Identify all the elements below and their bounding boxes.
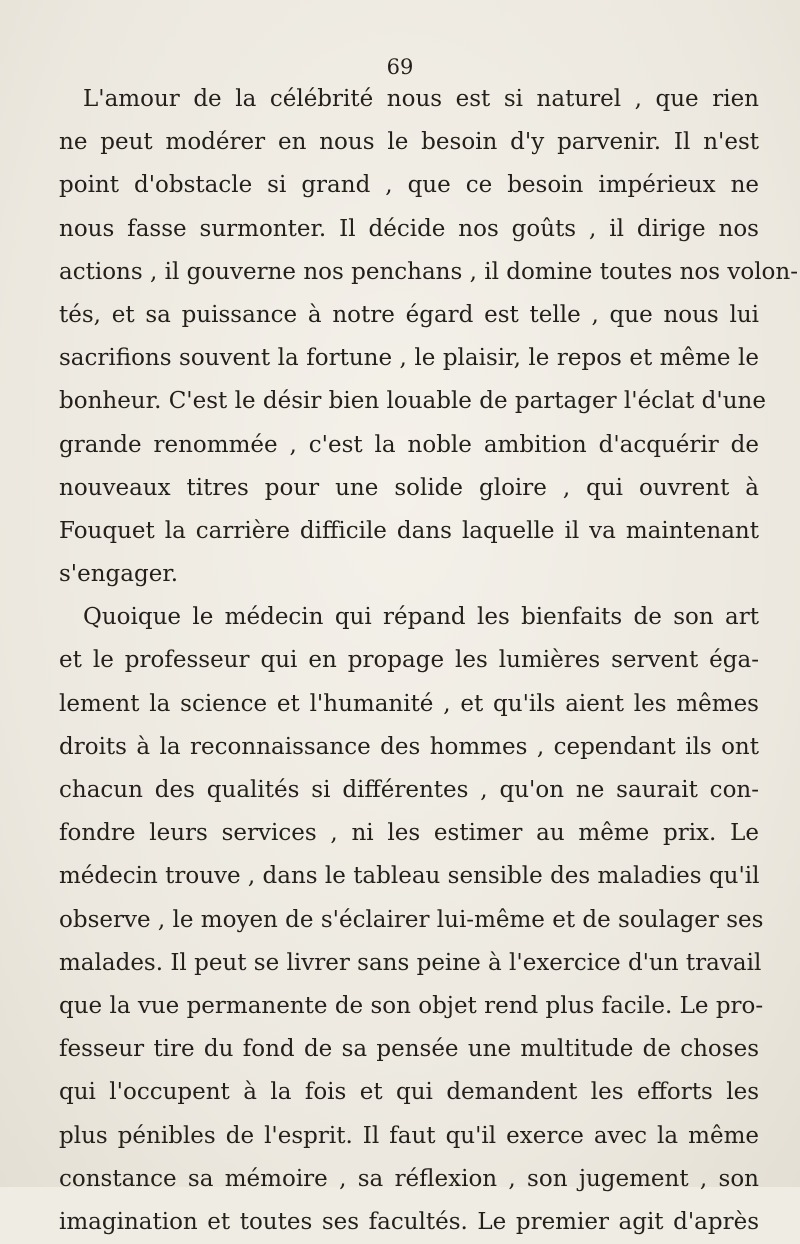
text-line: nous fasse surmonter. Il décide nos goûts , il dirige nos bbox=[59, 215, 759, 242]
text-line: L'amour de la célébrité nous est si naturel , que rien bbox=[83, 86, 759, 112]
text-line: lement la science et l'humanité , et qu'ils aient les mêmes bbox=[59, 690, 759, 717]
text-line: grande renommée , c'est la noble ambition d'acquérir de bbox=[59, 431, 759, 458]
text-line: point d'obstacle si grand , que ce besoin impérieux ne bbox=[59, 172, 759, 199]
text-line: tés, et sa puissance à notre égard est telle , que nous lui bbox=[59, 301, 759, 328]
text-line: Quoique le médecin qui répand les bienfaits de son art bbox=[83, 604, 759, 631]
text-line: nouveaux titres pour une solide gloire , qui ouvrent à bbox=[59, 474, 759, 501]
text-line: observe , le moyen de s'éclairer lui-même et de soulager ses bbox=[59, 906, 764, 933]
body-text bbox=[59, 78, 798, 1244]
text-line: qui l'occupent à la fois et qui demandent les efforts les bbox=[59, 1079, 759, 1106]
text-line: ne peut modérer en nous le besoin d'y parvenir. Il n'est bbox=[59, 129, 759, 156]
text-line: chacun des qualités si différentes , qu'on ne saurait con- bbox=[59, 777, 759, 803]
text-line: s'engager. bbox=[59, 561, 179, 588]
paragraph-2 bbox=[59, 596, 764, 1244]
text-line: constance sa mémoire , sa réflexion , son jugement , son bbox=[59, 1165, 759, 1192]
text-line: bonheur. C'est le désir bien louable de partager l'éclat d'une bbox=[59, 388, 766, 415]
text-line: Fouquet la carrière difficile dans laquelle il va maintenant bbox=[59, 517, 759, 544]
text-line: actions , il gouverne nos penchans , il domine toutes nos volon- bbox=[59, 258, 798, 285]
text-line: fesseur tire du fond de sa pensée une multitude de choses bbox=[59, 1036, 759, 1063]
text-line: et le professeur qui en propage les lumières servent éga- bbox=[59, 647, 759, 674]
text-line: médecin trouve , dans le tableau sensible des maladies qu'il bbox=[59, 863, 760, 890]
page-number: 69 bbox=[386, 55, 414, 79]
text-line: droits à la reconnaissance des hommes , cependant ils ont bbox=[59, 733, 759, 760]
text-line: fondre leurs services , ni les estimer au même prix. Le bbox=[59, 820, 759, 847]
text-line: que la vue permanente de son objet rend plus facile. Le pro- bbox=[59, 992, 764, 1019]
text-line: malades. Il peut se livrer sans peine à l'exercice d'un travail bbox=[59, 949, 762, 976]
text-line: plus pénibles de l'esprit. Il faut qu'il exerce avec la même bbox=[59, 1122, 759, 1149]
text-line: sacrifions souvent la fortune , le plaisir, le repos et même le bbox=[59, 345, 759, 372]
paragraph-1 bbox=[59, 78, 798, 596]
text-line: imagination et toutes ses facultés. Le premier agit d'après bbox=[59, 1208, 759, 1235]
